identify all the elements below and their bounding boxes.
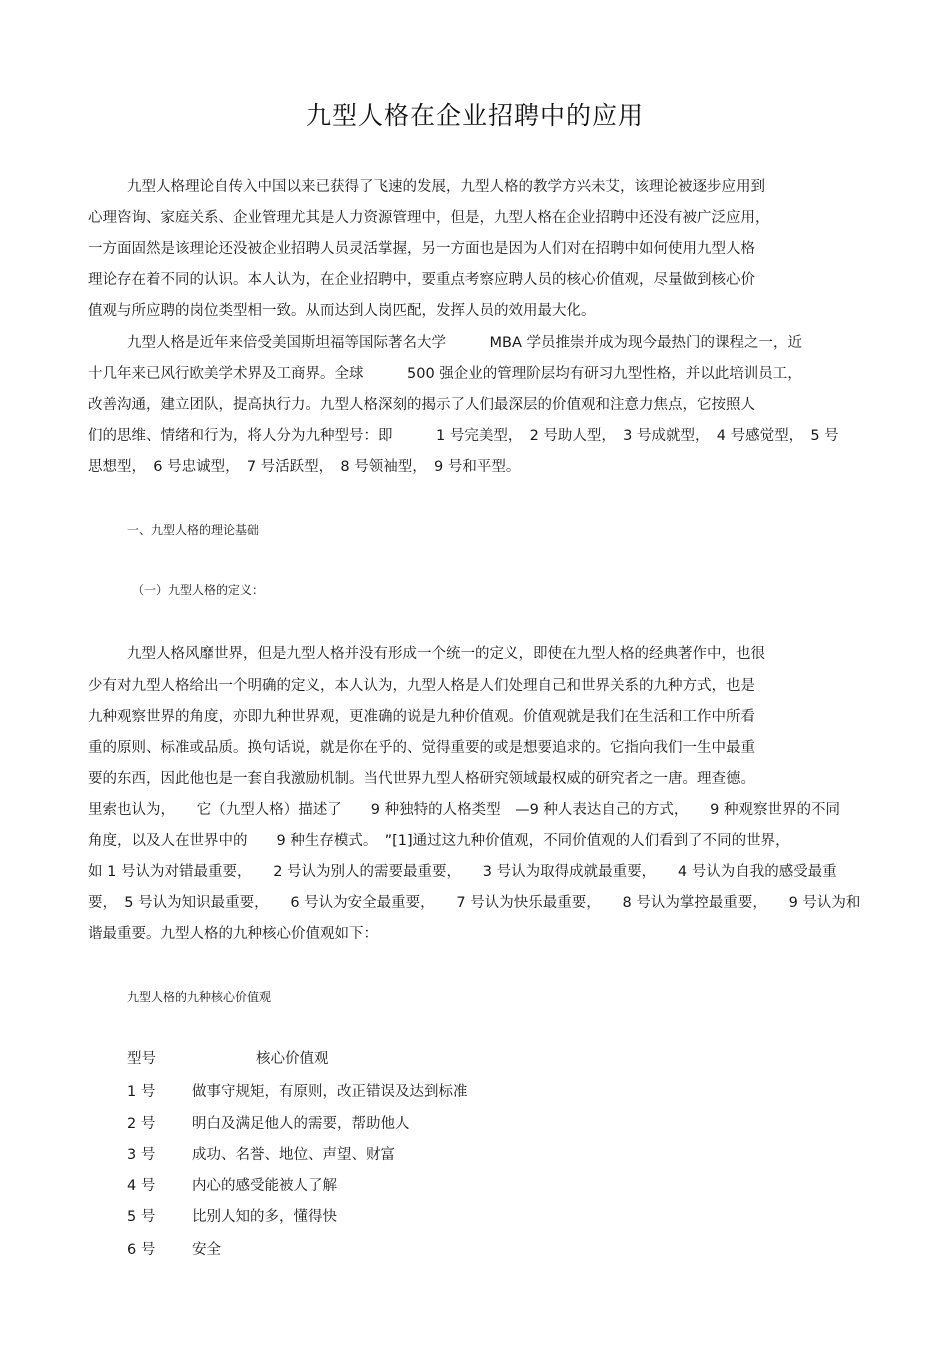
paragraph-line: 值观与所应聘的岗位类型相一致。从而达到人岗匹配，发挥人员的效用最大化。 <box>88 303 596 319</box>
table-cell-type: 6 号 <box>127 1242 156 1258</box>
paragraph-line: 九种观察世界的角度，亦即九种世界观，更准确的说是九种价值观。价值观就是我们在生活和工作中所看 <box>88 709 755 725</box>
document-title: 九型人格在企业招聘中的应用 <box>305 101 644 130</box>
subsection-heading: （一）九型人格的定义： <box>132 583 265 597</box>
table-cell-value: 明白及满足他人的需要，帮助他人 <box>192 1116 410 1132</box>
paragraph-line: 心理咨询、家庭关系、企业管理尤其是人力资源管理中，但是，九型人格在企业招聘中还没有被广泛应用， <box>88 210 770 226</box>
table-cell-type: 4 号 <box>127 1178 156 1194</box>
paragraph-line: 理论存在着不同的认识。本人认为，在企业招聘中，要重点考察应聘人员的核心价值观，尽量做到核心价 <box>88 272 755 288</box>
paragraph-line: 谐最重要。九型人格的九种核心价值观如下： <box>88 926 378 942</box>
paragraph-line: 改善沟通，建立团队，提高执行力。九型人格深刻的揭示了人们最深层的价值观和注意力焦点，它按照人 <box>88 397 755 413</box>
paragraph-line: 要， 5 号认为知识最重要， 6 号认为安全最重要， 7 号认为快乐最重要， 8 号认为掌控最重要， 9 号认为和 <box>88 895 861 911</box>
table-header-type: 型号 <box>127 1051 156 1067</box>
paragraph-line: 们的思维、情绪和行为，将人分为九种型号：即 1 号完美型， 2 号助人型， 3 号成就型， 4 号感觉型， 5 号 <box>88 428 839 444</box>
paragraph-line: 九型人格是近年来倍受美国斯坦福等国际著名大学 MBA 学员推崇并成为现今最热门的课程之一，近 <box>127 335 802 351</box>
paragraph-line: 里索也认为， 它（九型人格）描述了 9 种独特的人格类型 —9 种人表达自己的方式， 9 种观察世界的不同 <box>88 802 840 818</box>
table-cell-type: 2 号 <box>127 1116 156 1132</box>
paragraph-line: 一方面固然是该理论还没被企业招聘人员灵活掌握，另一方面也是因为人们对在招聘中如何使用九型人格 <box>88 241 755 257</box>
table-cell-value: 安全 <box>192 1242 221 1258</box>
paragraph-line: 思想型， 6 号忠诚型， 7 号活跃型， 8 号领袖型， 9 号和平型。 <box>88 459 521 475</box>
table-header-value: 核心价值观 <box>256 1051 329 1067</box>
table-cell-type: 5 号 <box>127 1209 156 1225</box>
section-heading: 一、九型人格的理论基础 <box>127 523 260 537</box>
table-cell-value: 做事守规矩，有原则，改正错误及达到标准 <box>192 1084 468 1100</box>
paragraph-line: 角度，以及人在世界中的 9 种生存模式。 ”[1]通过这九种价值观，不同价值观的人们看到了不同的世界， <box>88 833 790 849</box>
paragraph-line: 十几年来已风行欧美学术界及工商界。全球 500 强企业的管理阶层均有研习九型性格，并以此培训员工， <box>88 366 802 382</box>
table-cell-value: 成功、名誉、地位、声望、财富 <box>192 1147 395 1163</box>
table-cell-type: 1 号 <box>127 1084 156 1100</box>
table-cell-value: 内心的感受能被人了解 <box>192 1178 337 1194</box>
paragraph-line: 九型人格理论自传入中国以来已获得了飞速的发展，九型人格的教学方兴未艾，该理论被逐步应用到 <box>127 179 765 195</box>
paragraph-line: 重的原则、标准或品质。换句话说，就是你在乎的、觉得重要的或是想要追求的。它指向我们一生中最重 <box>88 740 755 756</box>
table-cell-value: 比别人知的多，懂得快 <box>192 1209 337 1225</box>
table-caption: 九型人格的九种核心价值观 <box>127 990 272 1004</box>
paragraph-line: 九型人格风靡世界，但是九型人格并没有形成一个统一的定义，即使在九型人格的经典著作中，也很 <box>127 646 765 662</box>
paragraph-line: 少有对九型人格给出一个明确的定义，本人认为，九型人格是人们处理自己和世界关系的九种方式，也是 <box>88 678 755 694</box>
paragraph-line: 如 1 号认为对错最重要， 2 号认为别人的需要最重要， 3 号认为取得成就最重要， 4 号认为自我的感受最重 <box>88 864 837 880</box>
table-cell-type: 3 号 <box>127 1147 156 1163</box>
paragraph-line: 要的东西，因此他也是一套自我激励机制。当代世界九型人格研究领域最权威的研究者之一唐。理查德。 <box>88 771 755 787</box>
